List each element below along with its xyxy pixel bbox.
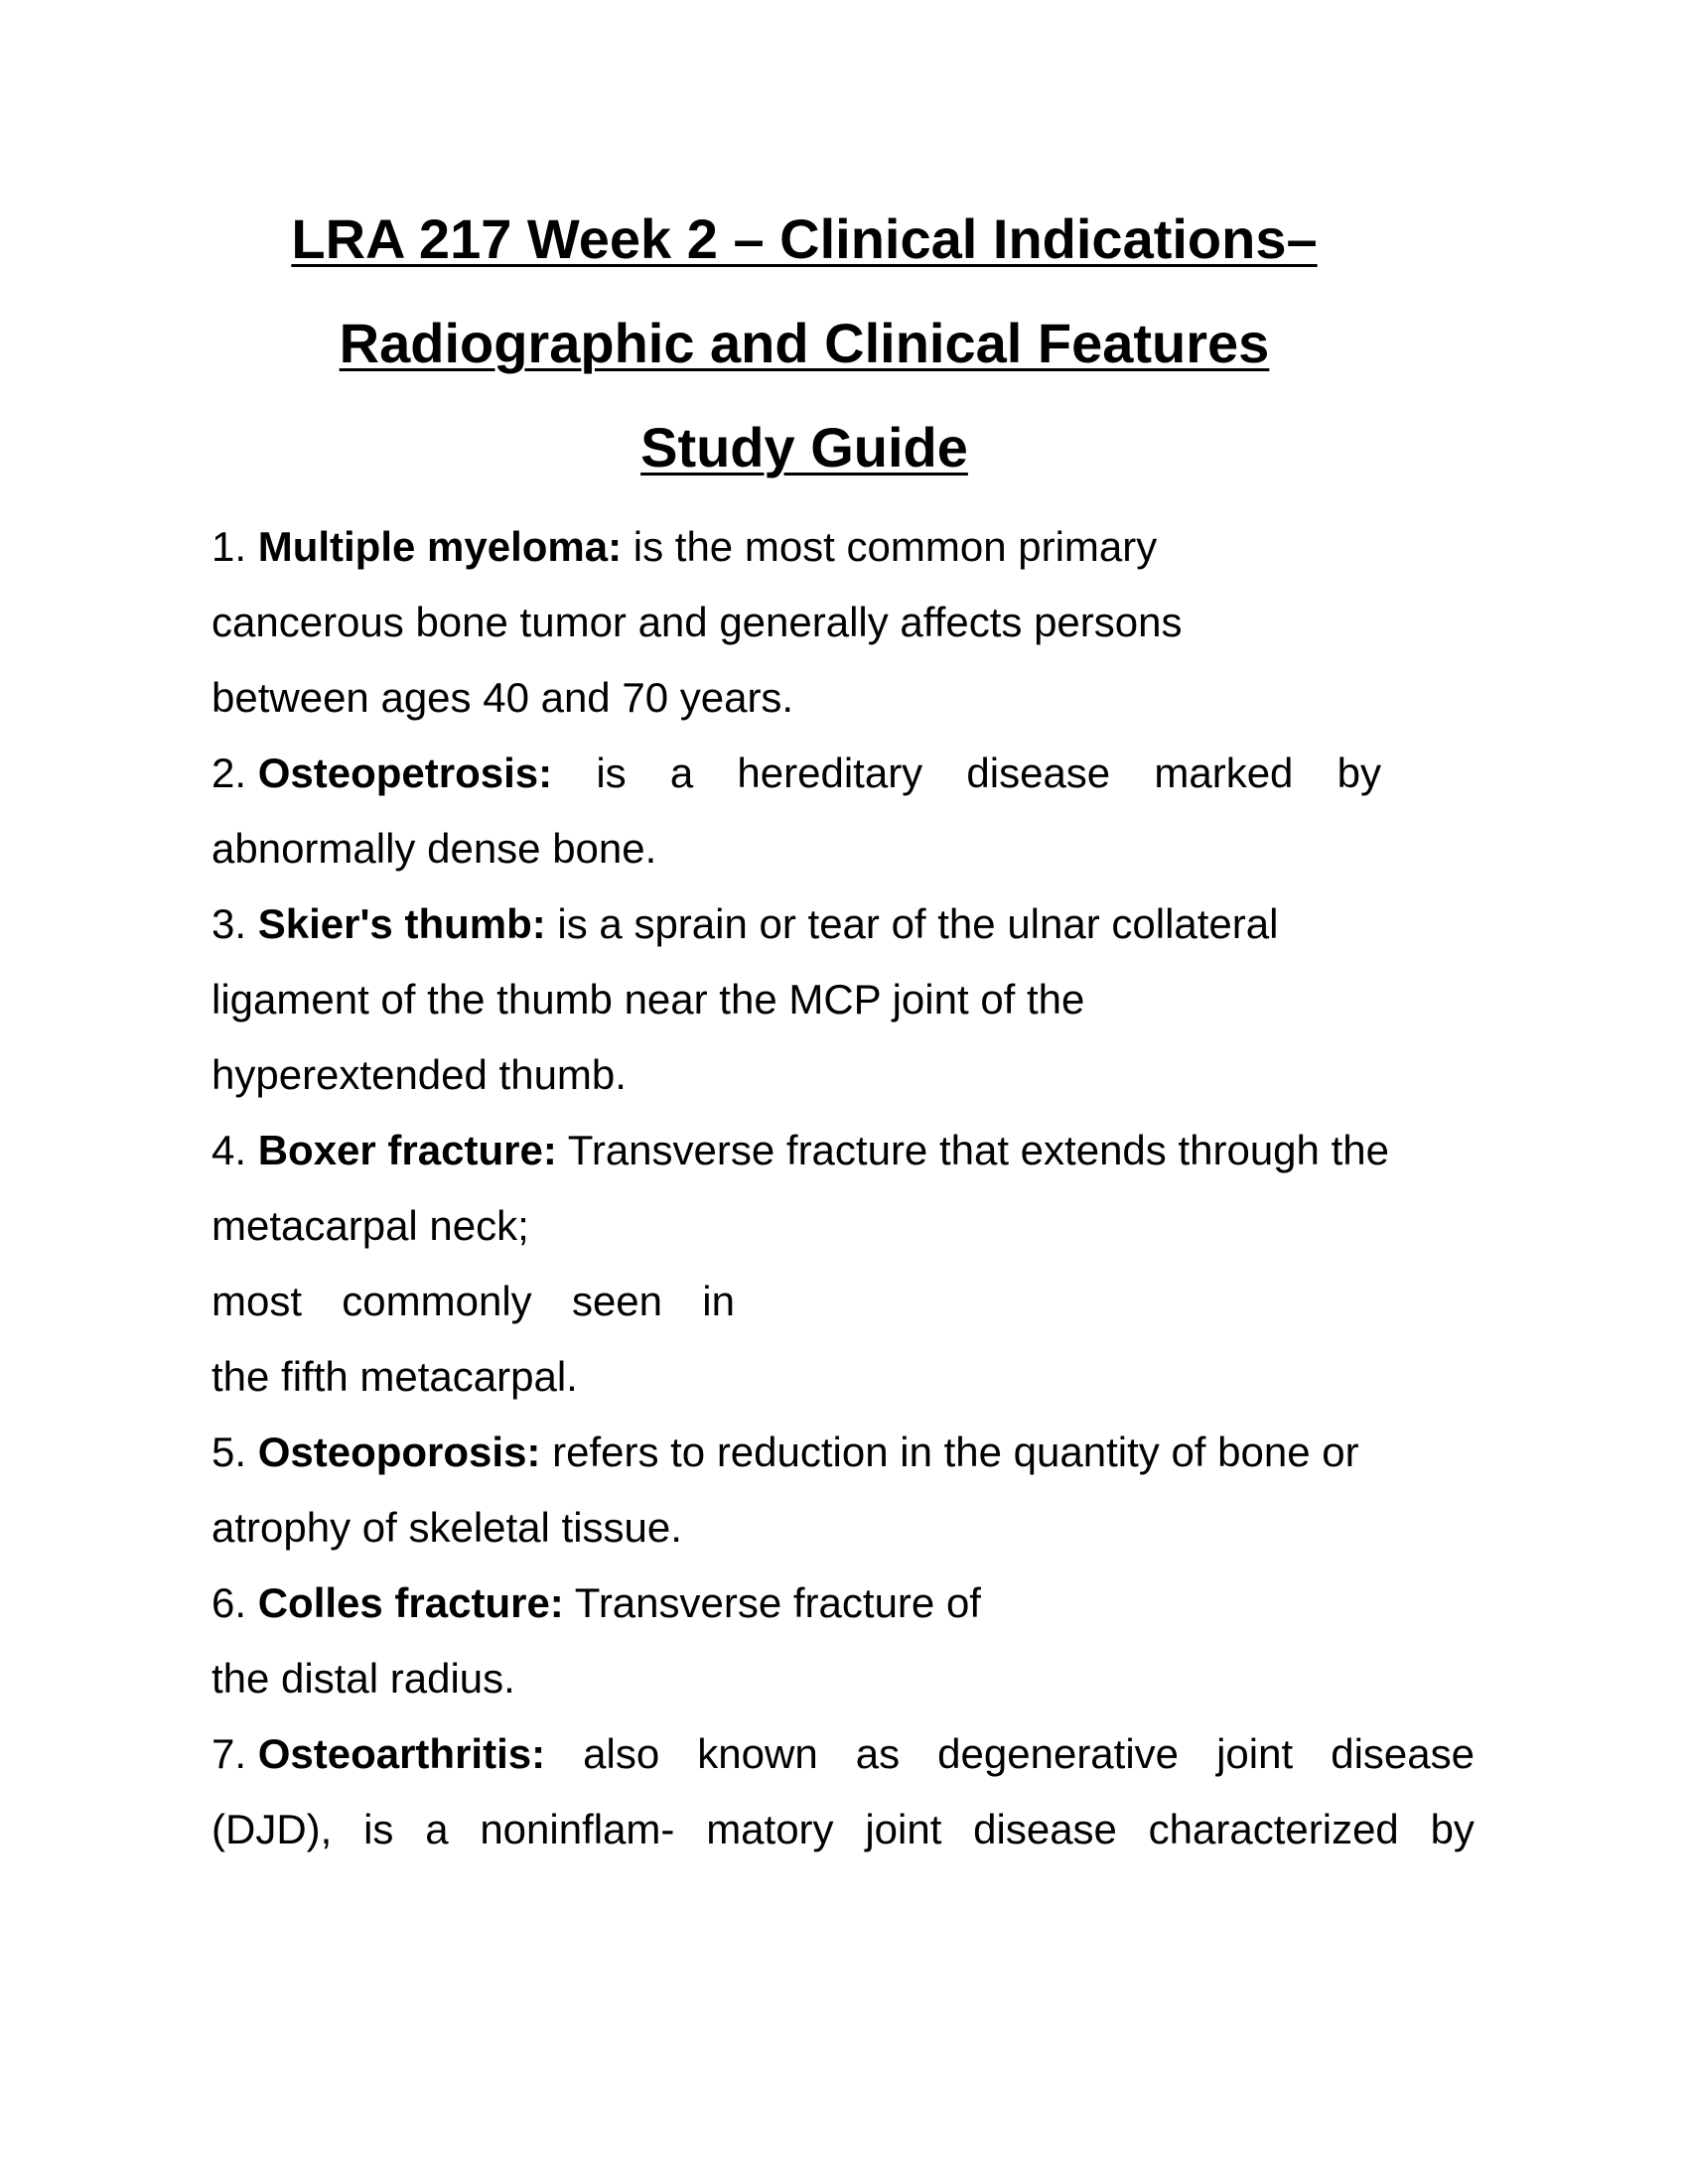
item-6-term: Colles fracture: [257,1579,564,1626]
item-7-word: (DJD), [211,1806,333,1852]
item-4-word: in [702,1278,735,1324]
item-5-term: Osteoporosis: [257,1429,541,1475]
item-4-word: seen [571,1278,663,1324]
item-3-line-3: hyperextended thumb. [211,1051,627,1098]
item-2-word: marked [1154,750,1294,796]
item-6-number: 6. [211,1579,247,1626]
item-1-line-1 [211,519,1157,575]
item-7-number: 7. [211,1730,247,1777]
item-4-line-2: metacarpal neck; [211,1202,529,1249]
item-3-line-2: ligament of the thumb near the MCP joint of the [211,976,1085,1023]
item-7-word: joint [1216,1730,1294,1777]
item-4-term: Boxer fracture: [257,1127,557,1173]
title-line-3: Study Guide [640,416,968,478]
item-4-number: 4. [211,1127,247,1173]
item-7-word: a [425,1806,449,1852]
item-7-word: noninflam- [480,1806,675,1852]
item-1-line-3: between ages 40 and 70 years. [211,674,794,721]
item-2-word: hereditary [737,750,923,796]
item-7-word: degenerative [937,1730,1180,1777]
item-4-word: commonly [342,1278,532,1324]
item-3-number: 3. [211,900,247,947]
item-7-word: is [363,1806,394,1852]
item-7-word: joint [865,1806,942,1852]
item-7-word: also [583,1730,660,1777]
item-2-word: disease [966,750,1111,796]
item-1-text: is the most common primary [633,523,1158,570]
item-2-word: is [596,750,627,796]
item-7-word: disease [973,1806,1117,1852]
item-3-text: is a sprain or tear of the ulnar collateral [557,900,1279,947]
item-2-line-2: abnormally dense bone. [211,825,657,872]
item-7-word: characterized [1148,1806,1399,1852]
item-5-number: 5. [211,1429,247,1475]
title-line-1: LRA 217 Week 2 – Clinical Indications– [291,207,1318,270]
item-7-line-2 [211,1802,1475,1857]
item-2-term: Osteopetrosis: [257,750,553,796]
item-2-word: a [669,750,694,796]
item-7-word: as [855,1730,901,1777]
item-3-line-1 [211,896,1278,952]
item-4-text: Transverse fracture that extends through the [567,1127,1389,1173]
item-4-line-4: the fifth metacarpal. [211,1353,578,1400]
item-6-text: Transverse fracture of [574,1579,981,1626]
item-1-line-2: cancerous bone tumor and generally affects persons [211,599,1183,645]
item-7-line-1 [211,1726,1475,1782]
title-line-2: Radiographic and Clinical Features [339,312,1270,374]
item-7-word: matory [706,1806,834,1852]
item-1-number: 1. [211,523,247,570]
item-5-text: refers to reduction in the quantity of bone or [552,1429,1359,1475]
item-2-number: 2. [211,750,247,796]
item-7-word: by [1430,1806,1475,1852]
item-2-word: by [1336,750,1381,796]
item-1-term: Multiple myeloma: [257,523,623,570]
item-7-term: Osteoarthritis: [257,1730,546,1777]
item-5-line-1 [211,1425,1359,1480]
item-6-line-2: the distal radius. [211,1655,515,1702]
item-6-line-1 [211,1575,981,1631]
item-2-line-1 [211,746,1381,801]
item-4-word: most [211,1278,303,1324]
item-7-word: disease [1331,1730,1475,1777]
item-7-word: known [697,1730,818,1777]
item-3-term: Skier's thumb: [257,900,546,947]
item-5-line-2: atrophy of skeletal tissue. [211,1504,682,1551]
item-4-line-3 [211,1274,735,1329]
item-4-line-1 [211,1123,1389,1178]
